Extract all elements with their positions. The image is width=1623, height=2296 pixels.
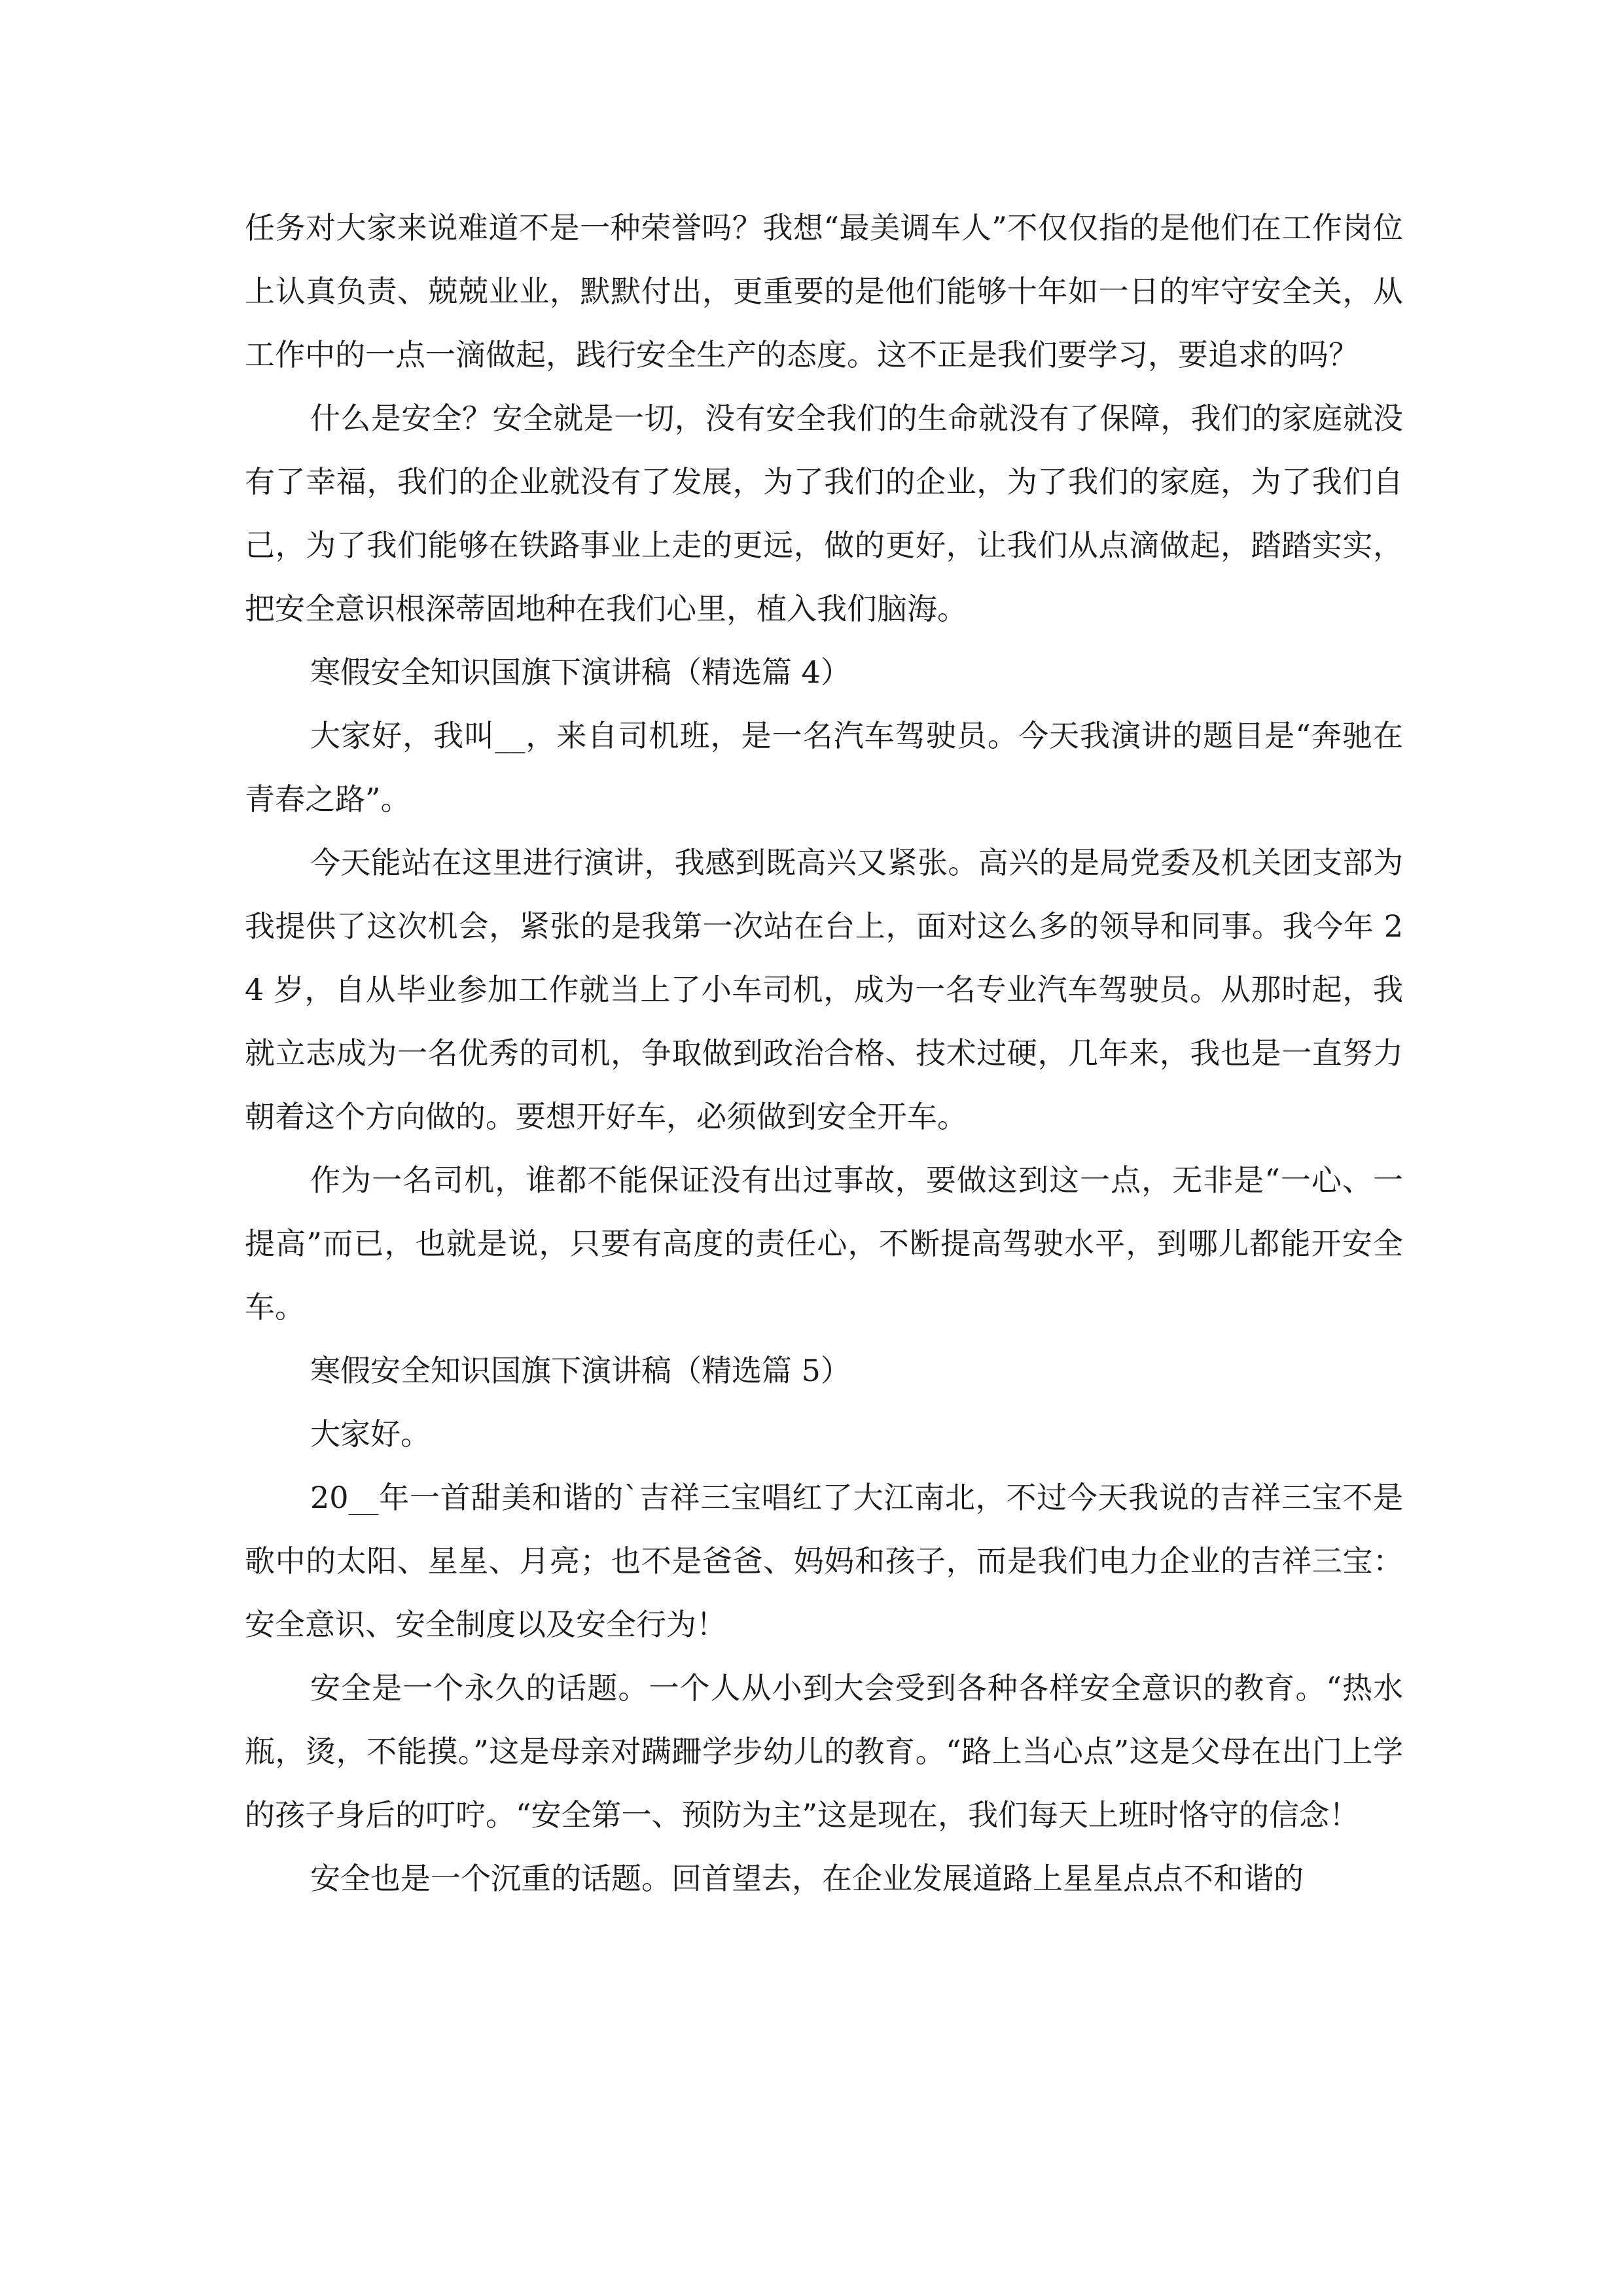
paragraph-4: 大家好，我叫__，来自司机班，是一名汽车驾驶员。今天我演讲的题目是“奔驰在青春之路”。 (245, 718, 1403, 817)
paragraph-5: 今天能站在这里进行演讲，我感到既高兴又紧张。高兴的是局党委及机关团支部为我提供了这次机会，紧张的是我第一次站在台上，面对这么多的领导和同事。我今年 24 岁，自从毕业参加工作就当上了小车司机，成为一名专业汽车驾驶员。从那时起，我就立志成为一名优秀的司机，争取做到政治合格、技术过硬，几年来，我也是一直努力朝着这个方向做的。要想开好车，必须做到安全开车。 (245, 845, 1403, 1134)
section-heading-5: 寒假安全知识国旗下演讲稿（精选篇 5） (310, 1353, 851, 1388)
paragraph-10: 安全是一个永久的话题。一个人从小到大会受到各种各样安全意识的教育。“热水瓶，烫，不能摸。”这是母亲对蹒跚学步幼儿的教育。“路上当心点”这是父母在出门上学的孩子身后的叮咛。“安全第一、预防为主”这是现在，我们每天上班时恪守的信念！ (245, 1670, 1403, 1833)
section-heading-4: 寒假安全知识国旗下演讲稿（精选篇 4） (310, 655, 851, 690)
paragraph-2: 什么是安全？安全就是一切，没有安全我们的生命就没有了保障，我们的家庭就没有了幸福，我们的企业就没有了发展，为了我们的企业，为了我们的家庭，为了我们自己，为了我们能够在铁路事业上走的更远，做的更好，让我们从点滴做起，踏踏实实，把安全意识根深蒂固地种在我们心里，植入我们脑海。 (245, 401, 1403, 626)
document-body (245, 196, 1403, 1910)
greeting: 大家好。 (310, 1416, 431, 1452)
paragraph-6: 作为一名司机，谁都不能保证没有出过事故，要做这到这一点，无非是“一心、一提高”而已，也就是说，只要有高度的责任心，不断提高驾驶水平，到哪儿都能开安全车。 (245, 1162, 1403, 1325)
paragraph-1: 任务对大家来说难道不是一种荣誉吗？我想“最美调车人”不仅仅指的是他们在工作岗位上认真负责、兢兢业业，默默付出，更重要的是他们能够十年如一日的牢守安全关，从工作中的一点一滴做起，践行安全生产的态度。这不正是我们要学习，要追求的吗？ (245, 210, 1403, 372)
paragraph-11: 安全也是一个沉重的话题。回首望去，在企业发展道路上星星点点不和谐的 (310, 1861, 1304, 1896)
paragraph-9: 20__年一首甜美和谐的`吉祥三宝唱红了大江南北，不过今天我说的吉祥三宝不是歌中的太阳、星星、月亮；也不是爸爸、妈妈和孩子，而是我们电力企业的吉祥三宝：安全意识、安全制度以及安全行为！ (245, 1480, 1403, 1642)
